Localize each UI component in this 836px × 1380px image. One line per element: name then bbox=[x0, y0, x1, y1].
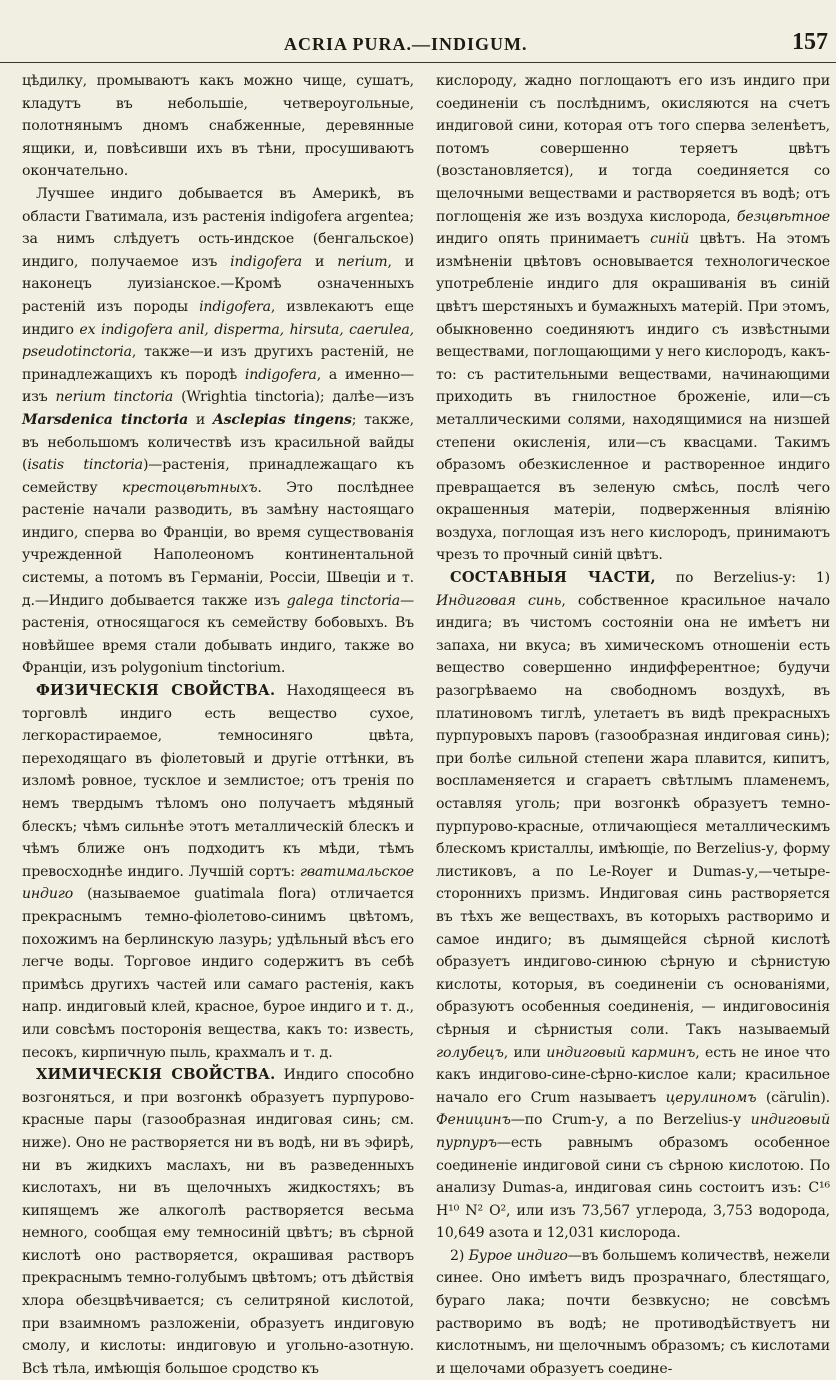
paragraph: цѣдилку, промываютъ какъ можно чище, сушатъ, кладутъ въ небольшіе, четвероугольные, полотнянымъ дномъ снабженные, деревянные ящики, и, повѣсивши ихъ въ тѣни, просушиваютъ окончательно. bbox=[22, 73, 414, 180]
paragraph: Лучшее индиго добывается въ Америкѣ, въ области Гватимала, изъ растенія indigofera argentea; за нимъ слѣдуетъ ость-индское (бенгальское) индиго, получаемое изъ indigofera и nerium, и наконецъ луизіанское.—Кромѣ означенныхъ растеній изъ породы indigofera, извлекаютъ еще индиго ex indigofera anil, disperma, hirsuta, caerulea, pseudotinctoria, также—и изъ другихъ растеній, не принадлежащихъ къ породѣ indigofera, а именно—изъ nerium tinctoria (Wrightia tinctoria); далѣе—изъ Marsdenica tinctoria и Asclepias tingens; также, въ небольшомъ количествѣ изъ красильной вайды (isatis tinctoria)—растенія, принадлежащаго къ семейству крестоцвѣтныхъ. Это послѣднее растеніе начали разводить, въ замѣну настоящаго индиго, сперва во Франціи, во время существованія учрежденной Наполеономъ континентальной системы, а потомъ въ Германіи, Россіи, Швеціи и т. д.—Индиго добывается также изъ galega tinctoria—растенія, относящагося къ семейству бобовыхъ. Въ новѣйшее время стали добывать индиго, также во Франціи, изъ polygonium tinctorium. bbox=[22, 185, 415, 677]
paragraph: СОСТАВНЫЯ ЧАСТИ, по Berzelius-у: 1) Индиговая синь, собственное красильное начало индига; въ чистомъ состояніи она не имѣетъ ни запаха, ни вкуса; въ химическомъ отношеніи есть вещество совершенно индифферентное; будучи разогрѣваемо на свободномъ воздухѣ, въ платиновомъ тиглѣ, улетаетъ въ видѣ прекрасныхъ пурпуровыхъ паровъ (газообразная индиговая синь); при болѣе сильной степени жара плавится, кипитъ, воспламеняется и сгараетъ свѣтлымъ пламенемъ, оставляя уголь; при возгонкѣ образуетъ темно-пурпурово-красные, отличающіеся металлическимъ блескомъ кристаллы, имѣющіе, по Berzelius-у, форму листиковъ, а по Le-Royer и Dumas-у,—четыре-стороннихъ призмъ. Индиговая синь растворяется въ тѣхъ же веществахъ, въ которыхъ растворимо и самое индиго; въ дымящейся сѣрной кислотѣ образуетъ индигово-синюю сѣрную и сѣрнистую кислоты, которыя, въ соединеніи съ основаніями, образуютъ особенныя соединенія, — индиговосинія сѣрныя и сѣрнистыя соли. Такъ называемый голубецъ, или индиговый карминъ, есть не иное что какъ индигово-сине-сѣрно-кислое кали; красильное начало его Crum называетъ церулиномъ (cärulin). Феницинъ—по Crum-у, а по Berzelius-у индиговый пурпуръ—есть равнымъ образомъ особенное соединеніе индиговой сини съ сѣрною кислотою. По анализу Dumas-а, индиговая синь состоитъ изъ: C¹⁶ H¹⁰ N² O², или изъ 73,567 углерода, 3,753 водорода, 10,649 азота и 12,031 кислорода. bbox=[436, 569, 831, 1242]
section-heading: ХИМИЧЕСКІЯ СВОЙСТВА. bbox=[36, 1066, 276, 1084]
page-header bbox=[0, 28, 836, 63]
paragraph: ФИЗИЧЕСКІЯ СВОЙСТВА. Находящееся въ торговлѣ индиго есть вещество сухое, легкорастираемое, темносиняго цвѣта, переходящаго въ фіолетовый и другіе оттѣнки, въ изломѣ ровное, тусклое и землистое; отъ тренія по немъ твердымъ тѣломъ оно получаетъ мѣдяный блескъ; чѣмъ сильнѣе этотъ металлическій блескъ и чѣмъ ближе онъ подходитъ къ мѣди, тѣмъ превосходнѣе индиго. Лучшій сортъ: гватимальское индиго (называемое guatimala flora) отличается прекраснымъ темно-фіолетово-синимъ цвѣтомъ, похожимъ на берлинскую лазурь; удѣльный вѣсъ его легче воды. Торговое индиго содержитъ въ себѣ примѣсь другихъ частей или самаго растенія, какъ напр. индиговый клей, красное, бурое индиго и т. д., или совсѣмъ посторонія вещества, какъ то: известь, песокъ, кирпичную пыль, крахмалъ и т. д. bbox=[22, 682, 414, 1061]
section-heading: ФИЗИЧЕСКІЯ СВОЙСТВА. bbox=[36, 682, 276, 700]
page-number: 157 bbox=[792, 29, 828, 55]
paragraph: кислороду, жадно поглощаютъ его изъ индиго при соединеніи съ послѣднимъ, окисляются на счетъ индиговой сини, которая отъ того сперва зеленѣетъ, потомъ совершенно теряетъ цвѣтъ (возстановляется), и тогда соединяется со щелочными веществами и растворяется въ водѣ; отъ поглощенія же изъ воздуха кислорода, безцвѣтное индиго опять принимаетъ синій цвѣтъ. На этомъ измѣненіи цвѣтовъ основывается технологическое употребленіе индиго для окрашиванія въ синій цвѣтъ шерстяныхъ и бумажныхъ матерій. При этомъ, обыкновенно соединяютъ индиго съ извѣстными веществами, поглощающими у него кислородъ, какъ-то: съ растительными веществами, начинающими приходить въ гнилостное броженіе, или—съ металлическими солями, находящимися на низшей степени окисленія, или—съ квасцами. Такимъ образомъ обезкисленное и растворенное индиго превращается въ зеленую смѣсь, послѣ чего окрашенныя матеріи, подверженныя вліянію воздуха, поглощая изъ него кислородъ, принимаютъ чрезъ то прочный синій цвѣтъ. bbox=[436, 73, 830, 564]
paragraph: 2) Бурое индиго—въ большемъ количествѣ, нежели синее. Оно имѣетъ видъ прозрачнаго, блестящаго, бураго лака; почти безвкусно; не совсѣмъ растворимо въ водѣ; не противодѣйствуетъ ни кислотнымъ, ни щелочнымъ образомъ; съ кислотами и щелочами образуетъ соедине- bbox=[436, 1247, 830, 1377]
right-column bbox=[436, 70, 831, 1377]
paragraph: ХИМИЧЕСКІЯ СВОЙСТВА. Индиго способно возгоняться, и при возгонкѣ образуетъ пурпурово-красные пары (газообразная индиговая синь; см. ниже). Оно не растворяется ни въ водѣ, ни въ эфирѣ, ни въ жидкихъ маслахъ, ни въ разведенныхъ кислотахъ, ни въ щелочныхъ жидкостяхъ; въ кипящемъ же алкоголѣ растворяется весьма немного, сообщая ему темносиній цвѣтъ; въ сѣрной кислотѣ оно растворяется, окрашивая растворъ прекраснымъ темно-голубымъ цвѣтомъ; отъ дѣйствія хлора обезцвѣчивается; съ селитряной кислотой, при взаимномъ разложеніи, образуетъ индиговую смолу, и кислоты: индиговую и угольно-азотную. Всѣ тѣла, имѣющія большое сродство къ bbox=[22, 1066, 415, 1377]
left-column bbox=[22, 70, 415, 1377]
running-head: ACRIA PURA.—INDIGUM. bbox=[284, 34, 528, 54]
section-heading: СОСТАВНЫЯ ЧАСТИ, bbox=[450, 569, 656, 587]
